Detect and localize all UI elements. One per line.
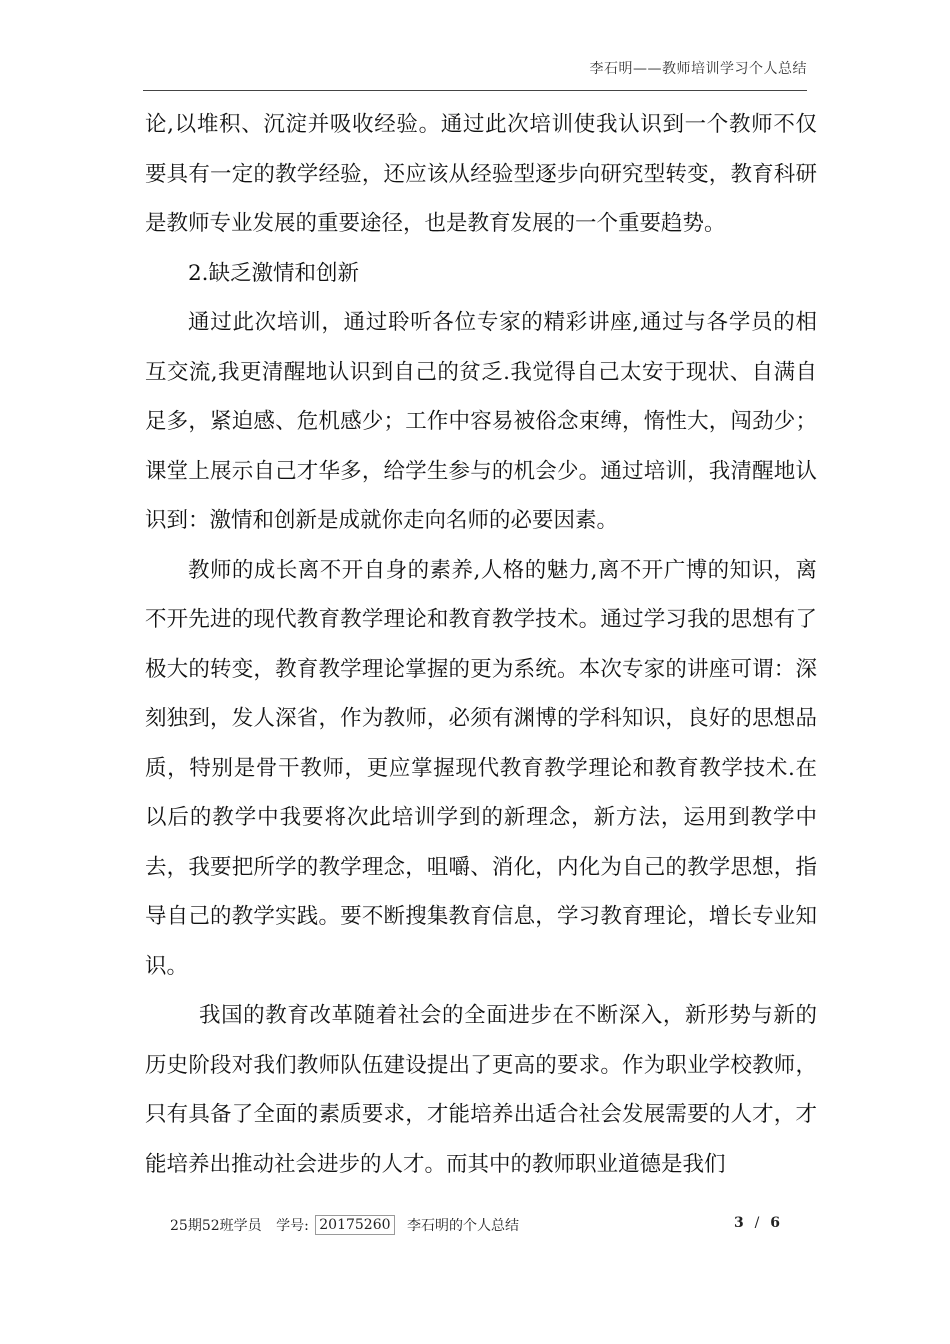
paragraph-continued: 论,以堆积、沉淀并吸收经验。通过此次培训使我认识到一个教师不仅要具有一定的教学经验，还应该从经验型逐步向研究型转变，教育科研是教师专业发展的重要途径，也是教育发展的一个重要趋势。 <box>145 112 817 236</box>
document-body <box>145 100 817 1189</box>
page-number-current: 3 <box>734 1215 744 1231</box>
page-number-total: 6 <box>770 1215 780 1231</box>
page-number <box>734 1215 780 1231</box>
page-number-separator: / <box>754 1215 760 1231</box>
paragraph: 我国的教育改革随着社会的全面进步在不断深入，新形势与新的历史阶段对我们教师队伍建设提出了更高的要求。作为职业学校教师，只有具备了全面的素质要求，才能培养出适合社会发展需要的人才，才能培养出推动社会进步的人才。而其中的教师职业道德是我们 <box>145 1003 817 1177</box>
footer-student-id-label: 学号: <box>276 1218 309 1234</box>
footer-info <box>170 1215 519 1235</box>
paragraph: 教师的成长离不开自身的素养,人格的魅力,离不开广博的知识，离不开先进的现代教育教学理论和教育教学技术。通过学习我的思想有了极大的转变，教育教学理论掌握的更为系统。本次专家的讲座可谓：深刻独到，发人深省，作为教师，必须有渊博的学科知识，良好的思想品质，特别是骨干教师，更应掌握现代教育教学理论和教育教学技术.在以后的教学中我要将次此培训学到的新理念，新方法，运用到教学中去，我要把所学的教学理念，咀嚼、消化，内化为自己的教学思想，指导自己的教学实践。要不断搜集教育信息，学习教育理论，增长专业知识。 <box>145 557 817 979</box>
footer-student-id: 20175260 <box>315 1215 394 1235</box>
footer-class-info: 25期52班学员 <box>170 1218 262 1234</box>
page-header-title: 李石明——教师培训学习个人总结 <box>589 61 807 77</box>
section-heading: 2.缺乏激情和创新 <box>188 260 360 286</box>
footer-doc-name: 李石明的个人总结 <box>406 1218 519 1234</box>
paragraph: 通过此次培训，通过聆听各位专家的精彩讲座,通过与各学员的相互交流,我更清醒地认识到自己的贫乏.我觉得自己太安于现状、自满自足多，紧迫感、危机感少；工作中容易被俗念束缚，惰性大，闯劲少；课堂上展示自己才华多，给学生参与的机会少。通过培训，我清醒地认识到：激情和创新是成就你走向名师的必要因素。 <box>145 310 817 533</box>
page-footer <box>170 1215 780 1239</box>
header-divider <box>143 90 807 91</box>
